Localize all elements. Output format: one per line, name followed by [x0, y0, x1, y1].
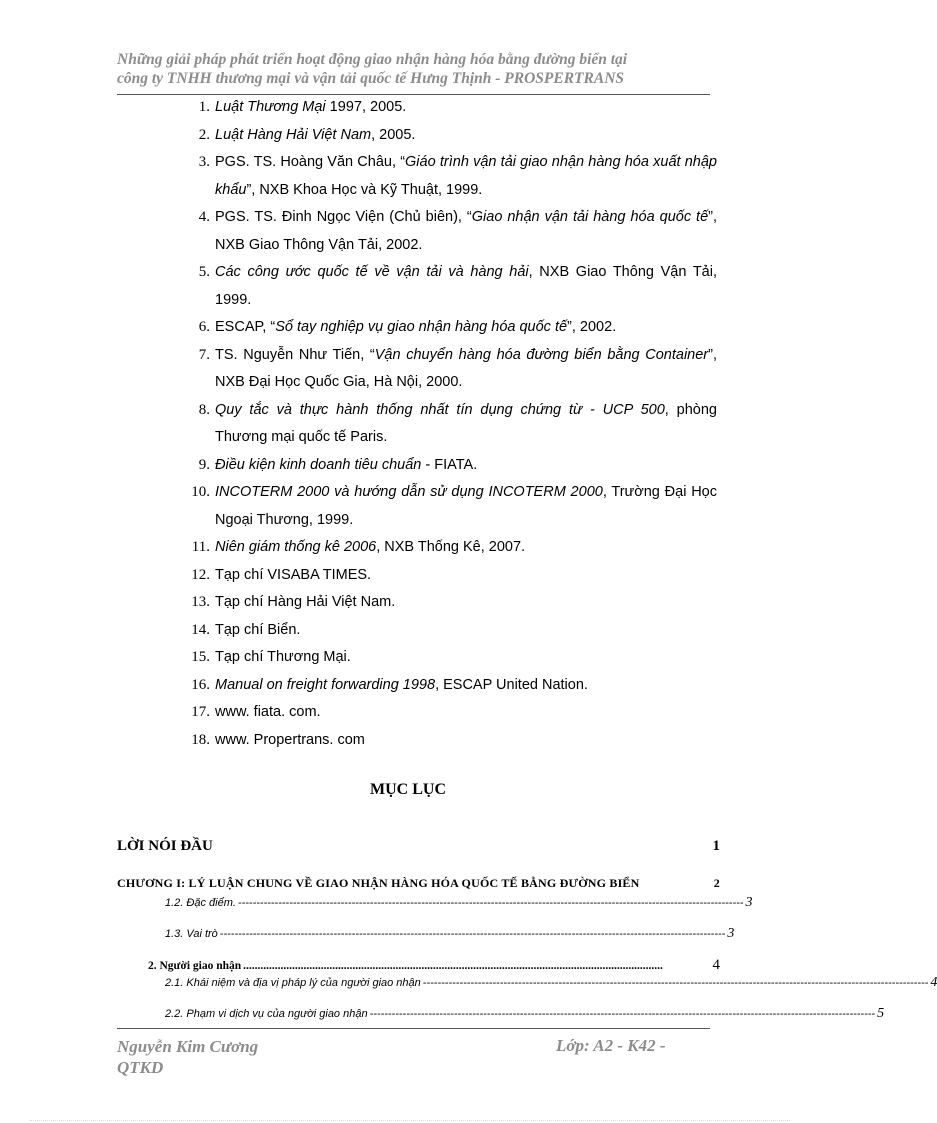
reference-number: 7.: [198, 346, 210, 363]
toc-entry-label: CHƯƠNG I: LÝ LUẬN CHUNG VỀ GIAO NHẬN HÀNG HÓA QUỐC TẾ BẰNG ĐƯỜNG BIỂN: [117, 876, 640, 890]
reference-title: Các công ước quốc tế về vận tải và hàng hải: [215, 264, 529, 280]
reference-item: [180, 122, 720, 150]
reference-detail: , Trường Đại Học Ngoại Thương, 1999.: [215, 484, 717, 528]
reference-detail: ESCAP, “: [215, 319, 276, 335]
reference-item: [180, 149, 720, 204]
reference-title: Niên giám thống kê 2006: [215, 539, 377, 555]
reference-title: INCOTERM 2000 và hướng dẫn sử dụng INCOTERM 2000: [215, 484, 603, 500]
reference-title: Luật Hàng Hải Việt Nam: [215, 126, 372, 143]
reference-text: [215, 342, 717, 397]
toc-page-number: 1: [712, 838, 720, 854]
reference-title: Manual on freight forwarding 1998: [215, 676, 436, 693]
reference-detail: - FIATA.: [421, 456, 478, 473]
reference-detail: 1997, 2005.: [325, 99, 407, 115]
footer-class: Lớp: A2 - K42 -: [556, 1036, 666, 1055]
reference-number: 17.: [191, 704, 210, 720]
reference-detail: , NXB Giao Thông Vận Tải, 1999.: [215, 264, 717, 308]
reference-detail: Tạp chí Hàng Hải Việt Nam.: [215, 594, 396, 610]
reference-detail: www. Propertrans. com: [215, 731, 365, 748]
reference-number: 8.: [198, 401, 210, 418]
reference-text: [215, 644, 717, 672]
footer-rule: [117, 1028, 710, 1029]
reference-text: [215, 94, 717, 122]
toc-page-number: 5: [877, 1006, 885, 1021]
reference-number: 16.: [191, 676, 210, 693]
reference-number: 5.: [198, 264, 210, 280]
reference-text: [215, 259, 717, 314]
reference-text: [215, 727, 717, 755]
toc-entry: [165, 926, 735, 942]
toc-entry-label: 1.2. Đặc điểm.: [165, 897, 236, 909]
reference-detail: , 2005.: [371, 126, 416, 143]
toc-entry-label: 1.3. Vai trò: [165, 928, 218, 940]
reference-text: [215, 452, 717, 480]
reference-number: 4.: [198, 209, 210, 225]
footer-author: [117, 1036, 317, 1078]
toc-entry-label: LỜI NÓI ĐẦU: [117, 838, 213, 854]
reference-detail: ”, NXB Giao Thông Vận Tải, 2002.: [215, 209, 718, 253]
reference-title: Vận chuyển hàng hóa đường biển bằng Container: [374, 346, 709, 363]
reference-item: [180, 617, 720, 645]
reference-item: [180, 342, 720, 397]
reference-text: [215, 397, 717, 452]
reference-item: [180, 727, 720, 755]
reference-number: 2.: [198, 126, 210, 143]
header-line-1: Những giải pháp phát triển hoạt động giao nhận hàng hóa bằng đường biển tại: [117, 51, 628, 68]
reference-text: [215, 589, 717, 617]
reference-item: [180, 314, 720, 342]
header-line-2: công ty TNHH thương mại và vận tải quốc tế Hưng Thịnh - PROSPERTRANS: [117, 70, 625, 87]
reference-title: Giáo trình vận tải giao nhận hàng hóa xuất nhập khẩu: [215, 154, 717, 198]
reference-title: Giao nhận vận tải hàng hóa quốc tế: [471, 209, 709, 225]
reference-item: [180, 589, 720, 617]
reference-number: 9.: [198, 456, 210, 473]
toc-leader: ------------------------------------------------------------------------------------------------------------------------------------------: [219, 928, 726, 940]
reference-item: [180, 534, 720, 562]
footer-author-name: Nguyễn Kim Cương: [117, 1037, 259, 1056]
reference-item: [180, 452, 720, 480]
toc-entry: [165, 895, 753, 911]
reference-detail: Tạp chí Thương Mại.: [215, 649, 351, 665]
toc-entry: [148, 957, 720, 974]
reference-number: 3.: [198, 154, 210, 170]
reference-text: [215, 562, 717, 590]
reference-text: [215, 534, 717, 562]
reference-title: Luật Thương Mại: [215, 99, 326, 115]
reference-number: 18.: [191, 731, 210, 748]
reference-number: 6.: [198, 319, 210, 335]
reference-item: [180, 204, 720, 259]
reference-item: [180, 672, 720, 700]
reference-number: 11.: [191, 539, 210, 555]
reference-detail: ”, 2002.: [567, 319, 617, 335]
reference-detail: , ESCAP United Nation.: [435, 676, 588, 693]
reference-text: [215, 149, 717, 204]
toc-title: MỤC LỤC: [370, 781, 446, 798]
reference-detail: Tạp chí Biển.: [215, 621, 301, 638]
reference-number: 1.: [198, 99, 210, 115]
reference-text: [215, 204, 717, 259]
reference-list: [180, 94, 720, 754]
reference-detail: ”, NXB Khoa Học và Kỹ Thuật, 1999.: [246, 181, 483, 198]
reference-number: 12.: [191, 566, 210, 583]
reference-detail: www. fiata. com.: [215, 704, 321, 720]
reference-number: 13.: [191, 594, 210, 610]
toc-entry: [117, 838, 720, 855]
toc-entry: [165, 1006, 885, 1022]
toc-leader: ------------------------------------------------------------------------------------------------------------------------------------------: [237, 897, 744, 909]
reference-item: [180, 479, 720, 534]
reference-text: [215, 314, 717, 342]
reference-item: [180, 644, 720, 672]
toc-page-number: 2: [713, 876, 720, 890]
reference-item: [180, 699, 720, 727]
toc-entry: [117, 876, 720, 891]
reference-detail: PGS. TS. Đinh Ngọc Viện (Chủ biên), “: [215, 209, 472, 225]
page-bottom-border: [30, 1120, 790, 1121]
toc-entry-label: 2.2. Phạm vi dịch vụ của người giao nhận: [165, 1008, 368, 1020]
footer-author-dept: QTKD: [117, 1058, 164, 1077]
reference-text: [215, 122, 717, 150]
page-header: [117, 50, 712, 88]
reference-detail: , phòng Thương mại quốc tế Paris.: [215, 401, 717, 445]
reference-number: 10.: [191, 484, 210, 500]
reference-detail: PGS. TS. Hoàng Văn Châu, “: [215, 154, 406, 170]
reference-detail: , NXB Thống Kê, 2007.: [376, 539, 526, 555]
reference-detail: Tạp chí VISABA TIMES.: [215, 566, 372, 583]
reference-number: 15.: [191, 649, 210, 665]
reference-title: Điều kiện kinh doanh tiêu chuẩn: [215, 456, 422, 473]
toc-page-number: 4: [930, 975, 937, 990]
reference-title: Quy tắc và thực hành thống nhất tín dụng chứng từ - UCP 500: [215, 401, 665, 418]
reference-number: 14.: [191, 621, 210, 638]
toc-leader: ------------------------------------------------------------------------------------------------------------------------------------------: [422, 977, 929, 989]
toc-page-number: 4: [712, 957, 720, 973]
toc-leader: ..................................................................................................................................................: [243, 960, 663, 972]
toc-leader: ------------------------------------------------------------------------------------------------------------------------------------------: [369, 1008, 876, 1020]
reference-detail: ”, NXB Đại Học Quốc Gia, Hà Nội, 2000.: [215, 346, 717, 390]
toc-entry-label: 2.1. Khái niệm và địa vị pháp lý của người giao nhận: [165, 977, 421, 989]
reference-text: [215, 699, 717, 727]
reference-title: Sổ tay nghiệp vụ giao nhận hàng hóa quốc tế: [275, 319, 568, 335]
reference-item: [180, 94, 720, 122]
reference-item: [180, 397, 720, 452]
reference-detail: TS. Nguyễn Như Tiến, “: [215, 346, 375, 363]
reference-item: [180, 259, 720, 314]
toc-page-number: 3: [745, 895, 753, 910]
toc-entry: [165, 975, 937, 991]
reference-text: [215, 479, 717, 534]
reference-text: [215, 672, 717, 700]
reference-item: [180, 562, 720, 590]
reference-text: [215, 617, 717, 645]
toc-entry-label: 2. Người giao nhận: [148, 960, 242, 972]
toc-page-number: 3: [727, 926, 735, 941]
